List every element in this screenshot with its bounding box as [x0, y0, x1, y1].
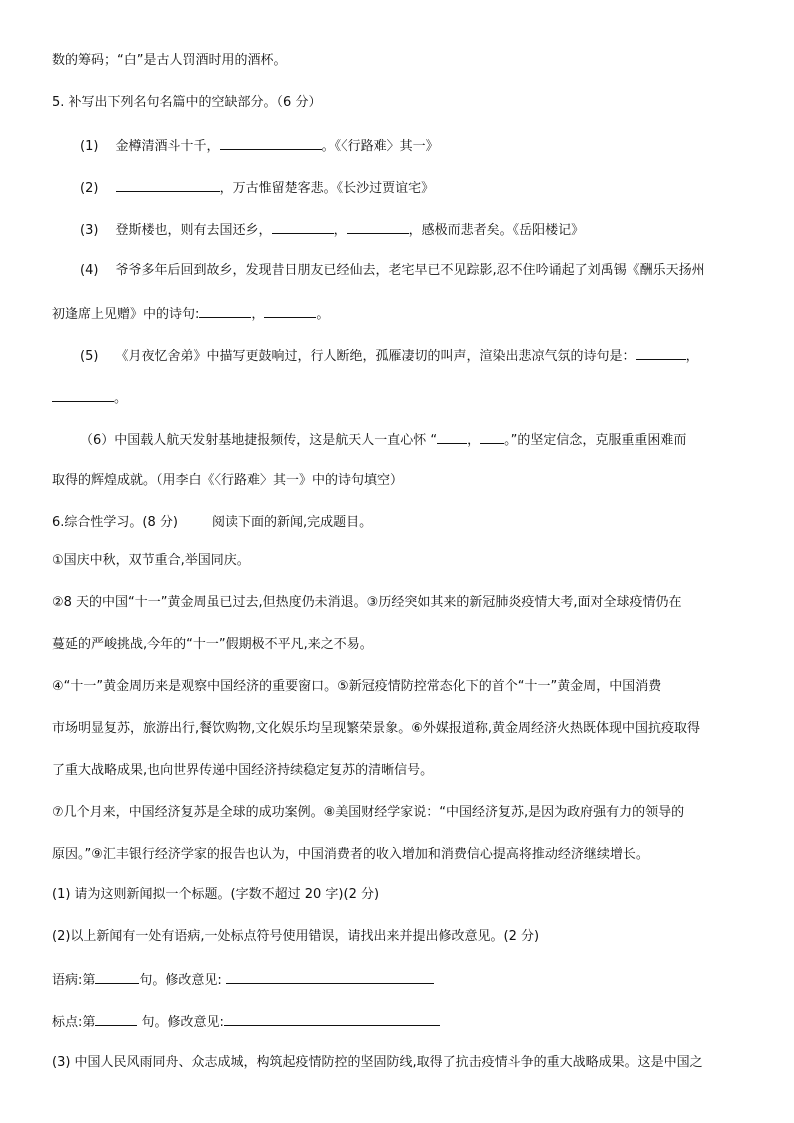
blank[interactable] — [224, 1012, 440, 1026]
blank[interactable] — [95, 970, 139, 984]
q5-item-2-text-b: ，万古惟留楚客悲。《长沙过贾谊宅》 — [219, 181, 435, 196]
news-paragraph-2-line-2: 蔓延的严峻挑战,今年的“十一”假期极不平凡,来之不易。 — [52, 637, 373, 652]
q5-item-4-text-d: 。 — [316, 307, 330, 322]
q6-sub-question-2: (2)以上新闻有一处有语病,一处标点符号使用错误，请找出来并提出修改意见。(2 分) — [52, 929, 540, 944]
q5-item-3-text-a: (3) 登斯楼也，则有去国还乡， — [80, 223, 272, 238]
blank[interactable] — [480, 430, 504, 444]
question-5-title: 5. 补写出下列名句名篇中的空缺部分。（6 分） — [52, 95, 322, 110]
news-paragraph-4-line-2: 原因。”⑨汇丰银行经济学家的报告也认为，中国消费者的收入增加和消费信心提高将推动经济继续增长。 — [52, 847, 649, 862]
blank[interactable] — [272, 220, 334, 234]
q5-item-5-text-a: (5) 《月夜忆舍弟》中描写更鼓响过，行人断绝，孤雁凄切的叫声，渲染出悲凉气氛的诗句是： — [80, 349, 636, 364]
blank[interactable] — [199, 304, 251, 318]
q6-sub-question-1: (1) 请为这则新闻拟一个标题。(字数不超过 20 字)(2 分) — [52, 887, 380, 902]
news-paragraph-1: ①国庆中秋，双节重合,举国同庆。 — [52, 553, 250, 568]
q5-item-1-text-b: 。《〈行路难〉其一》 — [321, 139, 439, 154]
q5-item-4-line-1: (4) 爷爷多年后回到故乡，发现昔日朋友已经仙去，老宅早已不见踪影,忍不住吟诵起了刘禹锡《酬乐天扬州 — [80, 263, 705, 278]
q5-item-6-text-b: ， — [467, 433, 481, 448]
blank[interactable] — [220, 136, 322, 150]
punctuation-suggestion-label: 句。修改意见: — [137, 1015, 224, 1030]
q5-item-4-line-2 — [52, 304, 329, 324]
q6-answer-punctuation — [52, 1012, 440, 1032]
q5-item-1-text-a: (1) 金樽清酒斗十千， — [80, 139, 220, 154]
q5-item-4-text-b: 初逢席上见赠》中的诗句: — [52, 307, 200, 322]
q5-item-6-line-2: 取得的辉煌成就。（用李白《〈行路难〉其一》中的诗句填空） — [52, 473, 404, 488]
q5-item-5-text-b: ， — [685, 349, 699, 364]
q5-item-5-text-c: 。 — [114, 391, 128, 406]
q6-intro-text: 阅读下面的新闻,完成题目。 — [211, 515, 373, 530]
q6-title-text: 6.综合性学习。(8 分) — [52, 515, 178, 530]
news-paragraph-2-line-1: ②8 天的中国“十一”黄金周虽已过去,但热度仍未消退。③历经突如其来的新冠肺炎疫情大考,面对全球疫情仍在 — [52, 595, 682, 610]
text-line: 数的筹码；“白”是古人罚酒时用的酒杯。 — [52, 53, 287, 68]
blank[interactable] — [95, 1012, 137, 1026]
blank[interactable] — [347, 220, 409, 234]
blank[interactable] — [226, 970, 434, 984]
blank[interactable] — [264, 304, 316, 318]
news-paragraph-3-line-2: 市场明显复苏，旅游出行,餐饮购物,文化娱乐均呈现繁荣景象。⑥外媒报道称,黄金周经济火热既体现中国抗疫取得 — [52, 721, 701, 736]
question-6-title — [52, 514, 372, 532]
grammar-suggestion-label: 句。修改意见: — [139, 973, 226, 988]
blank[interactable] — [636, 346, 686, 360]
news-paragraph-3-line-1: ④“十一”黄金周历来是观察中国经济的重要窗口。⑤新冠疫情防控常态化下的首个“十一”黄金周，中国消费 — [52, 679, 662, 694]
blank[interactable] — [116, 178, 220, 192]
q5-item-6-text-c: 。”的坚定信念，克服重重困难而 — [504, 433, 687, 448]
punctuation-label: 标点:第 — [52, 1015, 96, 1030]
q6-sub-question-3: (3) 中国人民风雨同舟、众志成城，构筑起疫情防控的坚固防线,取得了抗击疫情斗争的重大战略成果。这是中国之 — [52, 1055, 703, 1070]
q5-item-4-text-c: ， — [251, 307, 265, 322]
q5-item-6-text-a: （6）中国载人航天发射基地捷报频传，这是航天人一直心怀 “ — [80, 433, 438, 448]
q5-item-5-line-1 — [80, 346, 699, 366]
q5-item-3 — [80, 220, 584, 240]
blank[interactable] — [437, 430, 467, 444]
q5-item-2 — [80, 178, 434, 198]
q5-item-3-text-c: ，感极而悲者矣。《岳阳楼记》 — [408, 223, 585, 238]
q5-item-5-line-2 — [52, 388, 127, 408]
q6-answer-grammar — [52, 970, 434, 990]
q5-item-2-text-a: (2) — [80, 181, 116, 196]
blank[interactable] — [52, 388, 114, 402]
news-paragraph-4-line-1: ⑦几个月来，中国经济复苏是全球的成功案例。⑧美国财经学家说：“中国经济复苏,是因为政府强有力的领导的 — [52, 805, 685, 820]
q5-item-3-text-b: ， — [333, 223, 347, 238]
q5-item-6-line-1 — [80, 430, 686, 450]
q5-item-1 — [80, 136, 439, 156]
grammar-label: 语病:第 — [52, 973, 96, 988]
news-paragraph-3-line-3: 了重大战略成果,也向世界传递中国经济持续稳定复苏的清晰信号。 — [52, 763, 434, 778]
